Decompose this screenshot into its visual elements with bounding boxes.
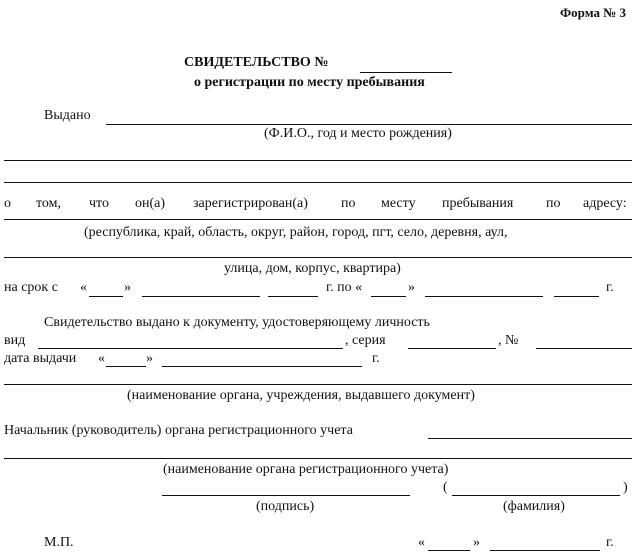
- doc-type-field[interactable]: [38, 348, 343, 349]
- issued-extra-line-1[interactable]: [4, 160, 632, 161]
- certificate-title: СВИДЕТЕЛЬСТВО №: [184, 55, 329, 70]
- address-line-1[interactable]: [4, 219, 632, 220]
- term-from-day-field[interactable]: [89, 296, 123, 297]
- term-from-label: на срок с: [4, 280, 58, 295]
- term-from-quote-open: «: [80, 280, 87, 295]
- registered-word: о: [4, 196, 11, 211]
- registered-word: по: [341, 196, 356, 211]
- document-line: Свидетельство выдано к документу, удостоверяющему личность: [44, 315, 430, 330]
- surname-field[interactable]: [452, 495, 620, 496]
- reg-body-field[interactable]: [4, 458, 632, 459]
- surname-hint: (фамилия): [503, 499, 565, 514]
- series-label: , серия: [345, 333, 386, 348]
- certificate-number-field[interactable]: [360, 72, 452, 73]
- registered-word: адресу:: [583, 196, 627, 211]
- region-hint: (республика, край, область, округ, район, город, пгт, село, деревня, аул,: [84, 225, 508, 240]
- term-from-quote-close: »: [124, 280, 131, 295]
- registered-word: том,: [36, 196, 62, 211]
- head-field[interactable]: [428, 438, 632, 439]
- stamp-date-month-field[interactable]: [490, 550, 600, 551]
- surname-paren-open: (: [443, 480, 448, 495]
- stamp-date-day-field[interactable]: [428, 550, 470, 551]
- term-to-label: г. по «: [326, 280, 363, 295]
- registered-word: он(а): [135, 196, 166, 211]
- signature-hint: (подпись): [256, 499, 315, 514]
- issue-date-year-suffix: г.: [372, 351, 380, 366]
- issue-date-day-field[interactable]: [106, 366, 146, 367]
- registered-word: месту: [381, 196, 416, 211]
- issue-date-quote-open: «: [98, 351, 105, 366]
- registered-word: зарегистрирован(а): [193, 196, 308, 211]
- number-label: , №: [498, 333, 519, 348]
- issued-name-field[interactable]: [106, 124, 632, 125]
- stamp-label: М.П.: [44, 535, 74, 550]
- stamp-date-quote-open: «: [418, 535, 425, 550]
- certificate-subtitle: о регистрации по месту пребывания: [194, 75, 425, 90]
- reg-body-hint: (наименование органа регистрационного учета): [163, 462, 449, 477]
- form-number: Форма № 3: [560, 5, 627, 20]
- address-line-2[interactable]: [4, 257, 632, 258]
- issued-label: Выдано: [44, 108, 91, 123]
- registered-word: по: [546, 196, 561, 211]
- stamp-date-year-suffix: г.: [606, 535, 614, 550]
- registered-word: что: [89, 196, 109, 211]
- issue-date-label: дата выдачи: [4, 351, 77, 366]
- term-to-year-field[interactable]: [554, 296, 599, 297]
- issuer-field[interactable]: [4, 384, 632, 385]
- issued-extra-line-2[interactable]: [4, 182, 632, 183]
- surname-paren-close: ): [623, 480, 628, 495]
- issued-hint: (Ф.И.О., год и место рождения): [264, 126, 452, 141]
- term-from-month-field[interactable]: [142, 296, 260, 297]
- term-to-quote-close: »: [408, 280, 415, 295]
- street-hint: улица, дом, корпус, квартира): [224, 261, 401, 276]
- issue-date-month-field[interactable]: [162, 366, 362, 367]
- term-to-day-field[interactable]: [371, 296, 406, 297]
- issuer-hint: (наименование органа, учреждения, выдавшего документ): [127, 388, 475, 403]
- head-label: Начальник (руководитель) органа регистрационного учета: [4, 423, 353, 438]
- term-from-year-field[interactable]: [268, 296, 318, 297]
- term-year-suffix: г.: [606, 280, 614, 295]
- series-field[interactable]: [408, 348, 496, 349]
- doc-type-label: вид: [4, 333, 26, 348]
- stamp-date-quote-close: »: [473, 535, 480, 550]
- term-to-month-field[interactable]: [425, 296, 543, 297]
- issue-date-quote-close: »: [146, 351, 153, 366]
- signature-field[interactable]: [162, 495, 410, 496]
- doc-number-field[interactable]: [536, 348, 632, 349]
- registered-word: пребывания: [442, 196, 514, 211]
